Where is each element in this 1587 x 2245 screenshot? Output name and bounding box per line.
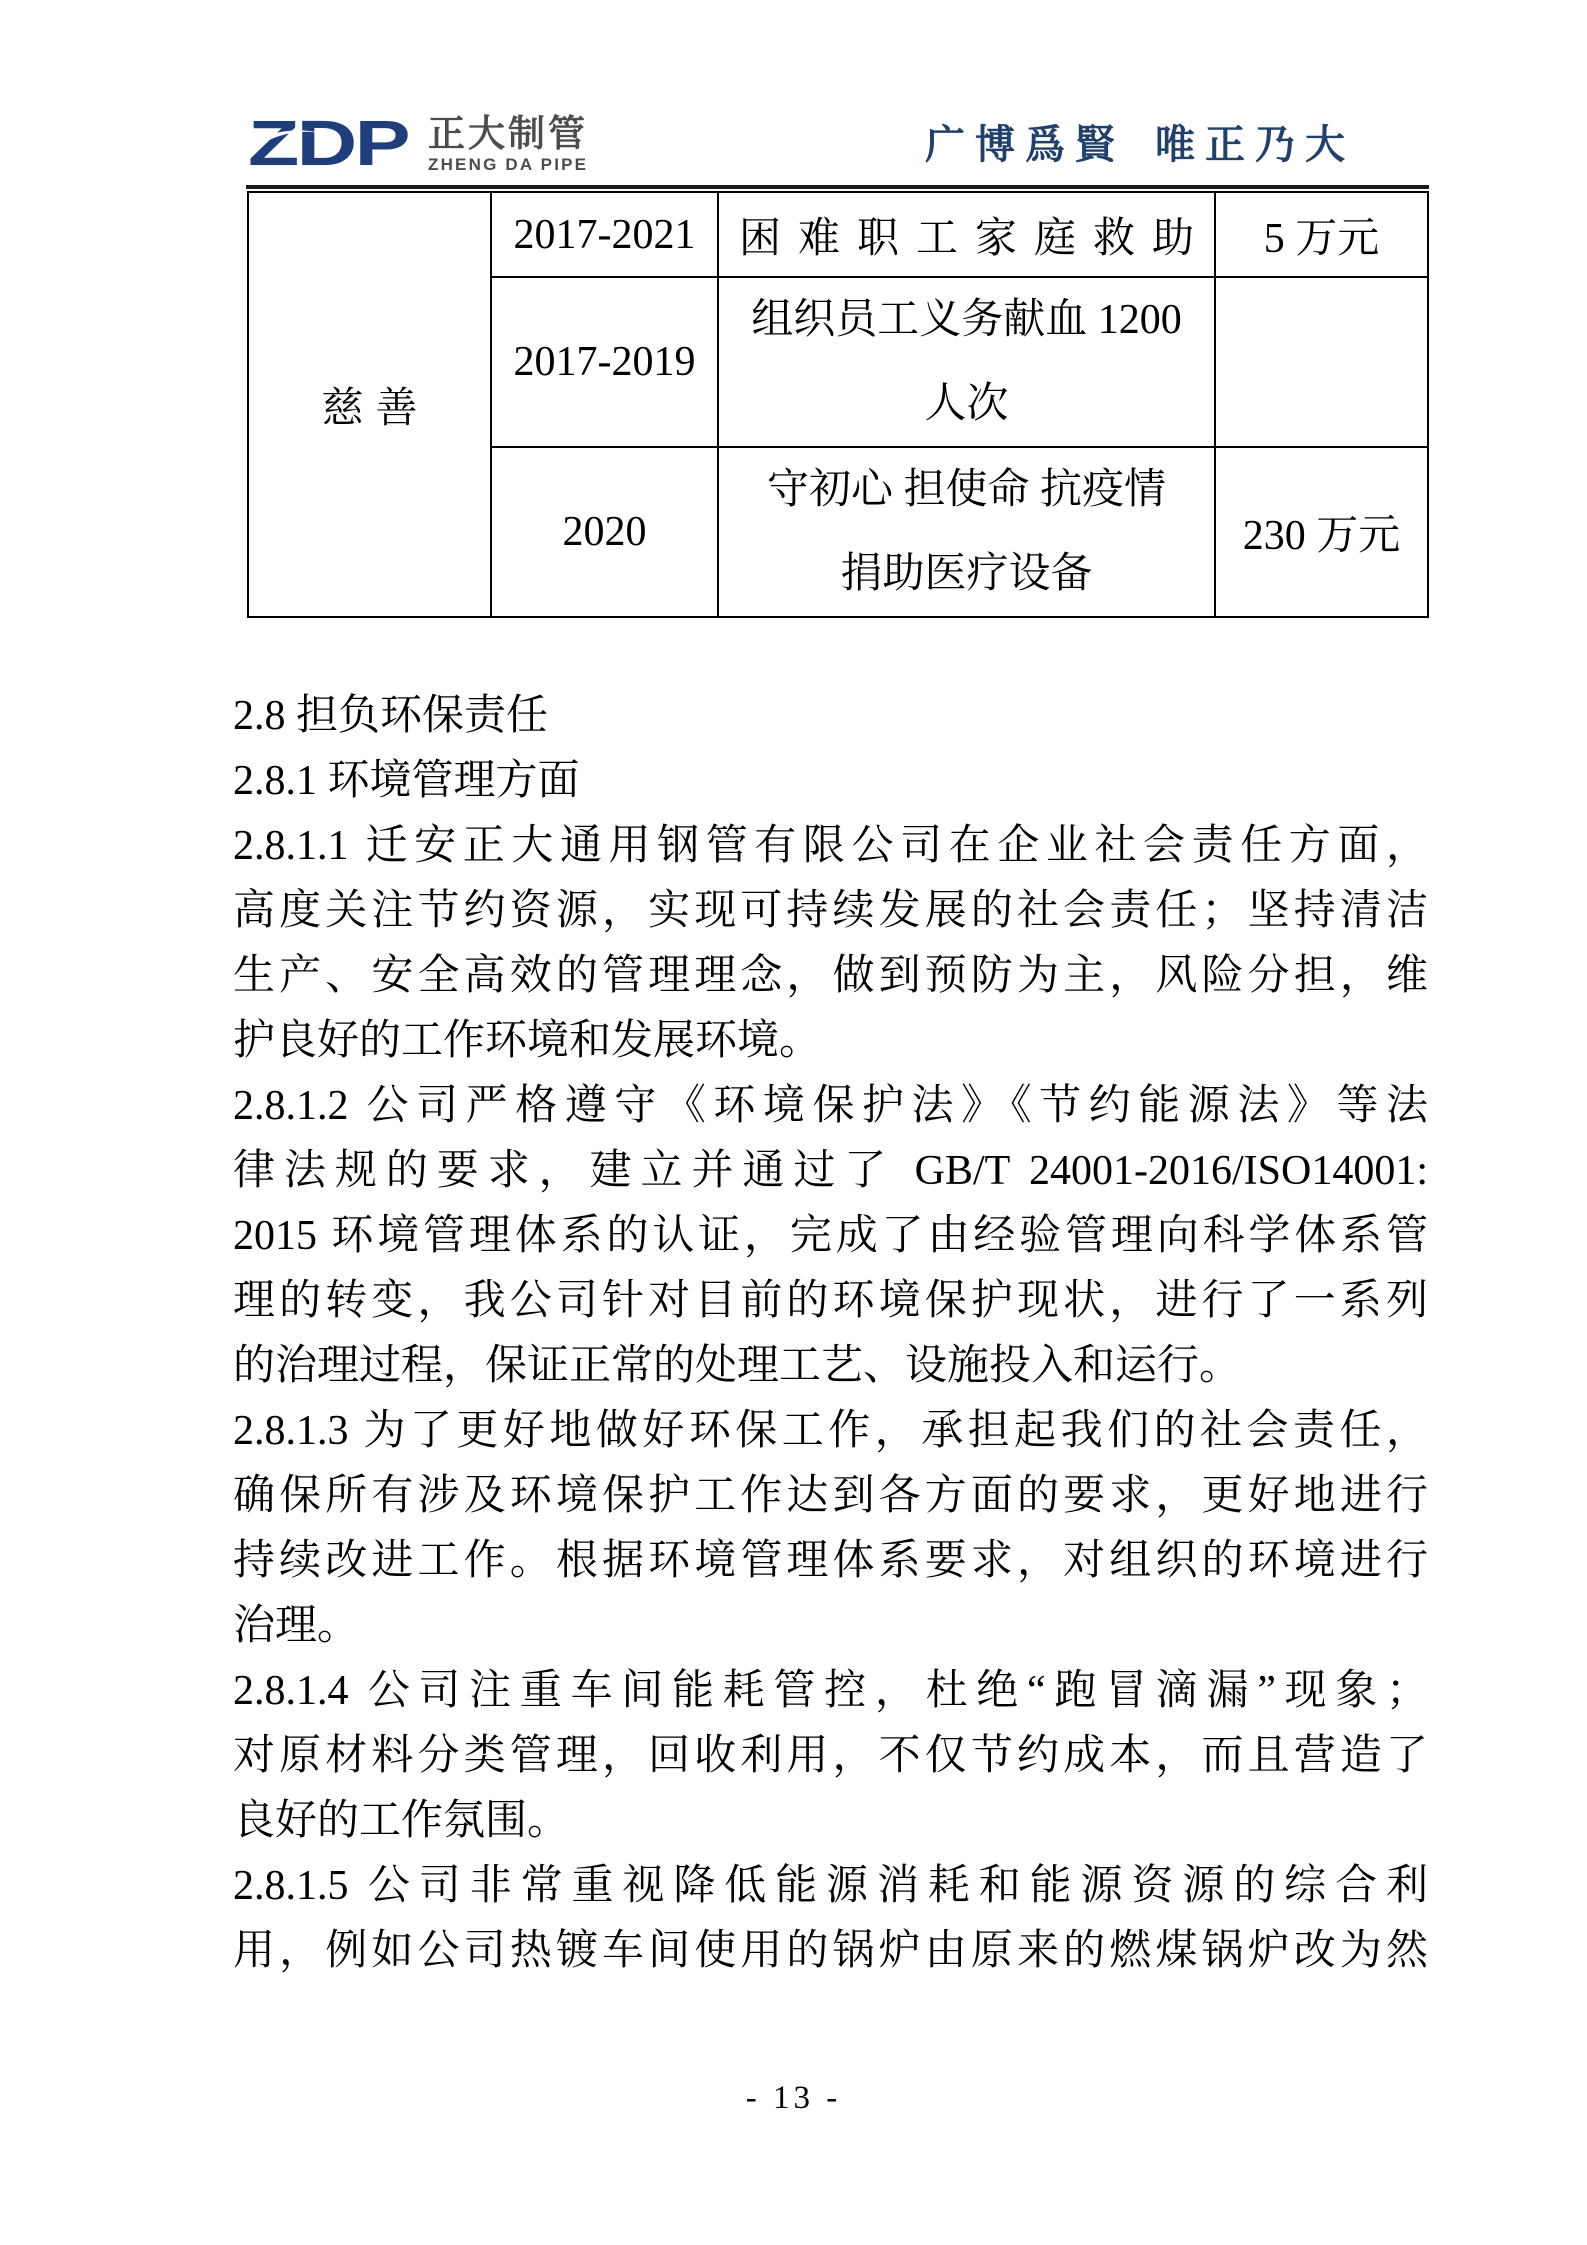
- body-text: [233, 684, 1428, 1984]
- body-line: 对原材料分类管理，回收利用，不仅节约成本，而且营造了: [233, 1733, 1428, 1779]
- category-cell: 慈善: [248, 192, 491, 617]
- body-line: 生产、安全高效的管理理念，做到预防为主，风险分担，维: [233, 953, 1428, 999]
- body-line: 2.8.1 环境管理方面: [233, 758, 580, 804]
- logo-text-block: [428, 114, 588, 173]
- body-line: 高度关注节约资源，实现可持续发展的社会责任；坚持清洁: [233, 888, 1428, 934]
- body-line: 良好的工作氛围。: [233, 1798, 570, 1844]
- body-line: 2.8.1.5 公司非常重视降低能源消耗和能源资源的综合利: [233, 1863, 1428, 1909]
- body-line: 2015 环境管理体系的认证，完成了由经验管理向科学体系管: [233, 1213, 1428, 1259]
- zdp-logo-icon: [248, 114, 410, 172]
- header-rule: [246, 185, 1429, 189]
- body-line: 2.8.1.4 公司注重车间能耗管控，杜绝“跑冒滴漏”现象；: [233, 1668, 1428, 1714]
- description-line: 人次: [924, 381, 1009, 427]
- charity-table: [247, 191, 1429, 618]
- body-line: 2.8 担负环保责任: [233, 693, 549, 739]
- page-number: - 13 -: [745, 2080, 842, 2116]
- body-line: 律法规的要求，建立并通过了 GB/T 24001-2016/ISO14001:: [233, 1148, 1428, 1194]
- description-line: 守初心 担使命 抗疫情: [766, 467, 1166, 513]
- description-line: 组织员工义务献血 1200: [751, 297, 1182, 343]
- company-logo: [248, 114, 588, 173]
- body-line: 持续改进工作。根据环境管理体系要求，对组织的环境进行: [233, 1538, 1428, 1584]
- description-cell: [718, 447, 1215, 617]
- logo-en-name: ZHENG DA PIPE: [428, 155, 589, 174]
- body-line: 理的转变，我公司针对目前的环境保护现状，进行了一系列: [233, 1278, 1428, 1324]
- body-line: 确保所有涉及环境保护工作达到各方面的要求，更好地进行: [233, 1473, 1428, 1519]
- year-cell: 2020: [491, 447, 718, 617]
- body-line: 的治理过程，保证正常的处理工艺、设施投入和运行。: [233, 1343, 1242, 1389]
- amount-cell: 5 万元: [1215, 192, 1428, 277]
- body-line: 2.8.1.1 迁安正大通用钢管有限公司在企业社会责任方面，: [233, 823, 1428, 869]
- company-slogan: 广 博 爲 賢 唯 正 乃 大: [925, 122, 1345, 167]
- amount-cell: [1215, 277, 1428, 447]
- amount-cell: 230 万元: [1215, 447, 1428, 617]
- zdp-logo-letters: ZDP: [248, 114, 409, 172]
- table-row: [248, 192, 1428, 277]
- body-line: 2.8.1.2 公司严格遵守《环境保护法》《节约能源法》等法: [233, 1083, 1428, 1129]
- body-line: 护良好的工作环境和发展环境。: [233, 1018, 822, 1064]
- description-cell: 困难职工家庭救助: [718, 192, 1215, 277]
- description-line: 捐助医疗设备: [840, 551, 1093, 597]
- description-cell: [718, 277, 1215, 447]
- year-cell: 2017-2021: [491, 192, 718, 277]
- body-line: 用，例如公司热镀车间使用的锅炉由原来的燃煤锅炉改为然: [233, 1928, 1428, 1974]
- body-line: 治理。: [233, 1603, 360, 1649]
- logo-cn-name: 正大制管: [428, 113, 588, 154]
- year-cell: 2017-2019: [491, 277, 718, 447]
- body-line: 2.8.1.3 为了更好地做好环保工作，承担起我们的社会责任，: [233, 1408, 1428, 1454]
